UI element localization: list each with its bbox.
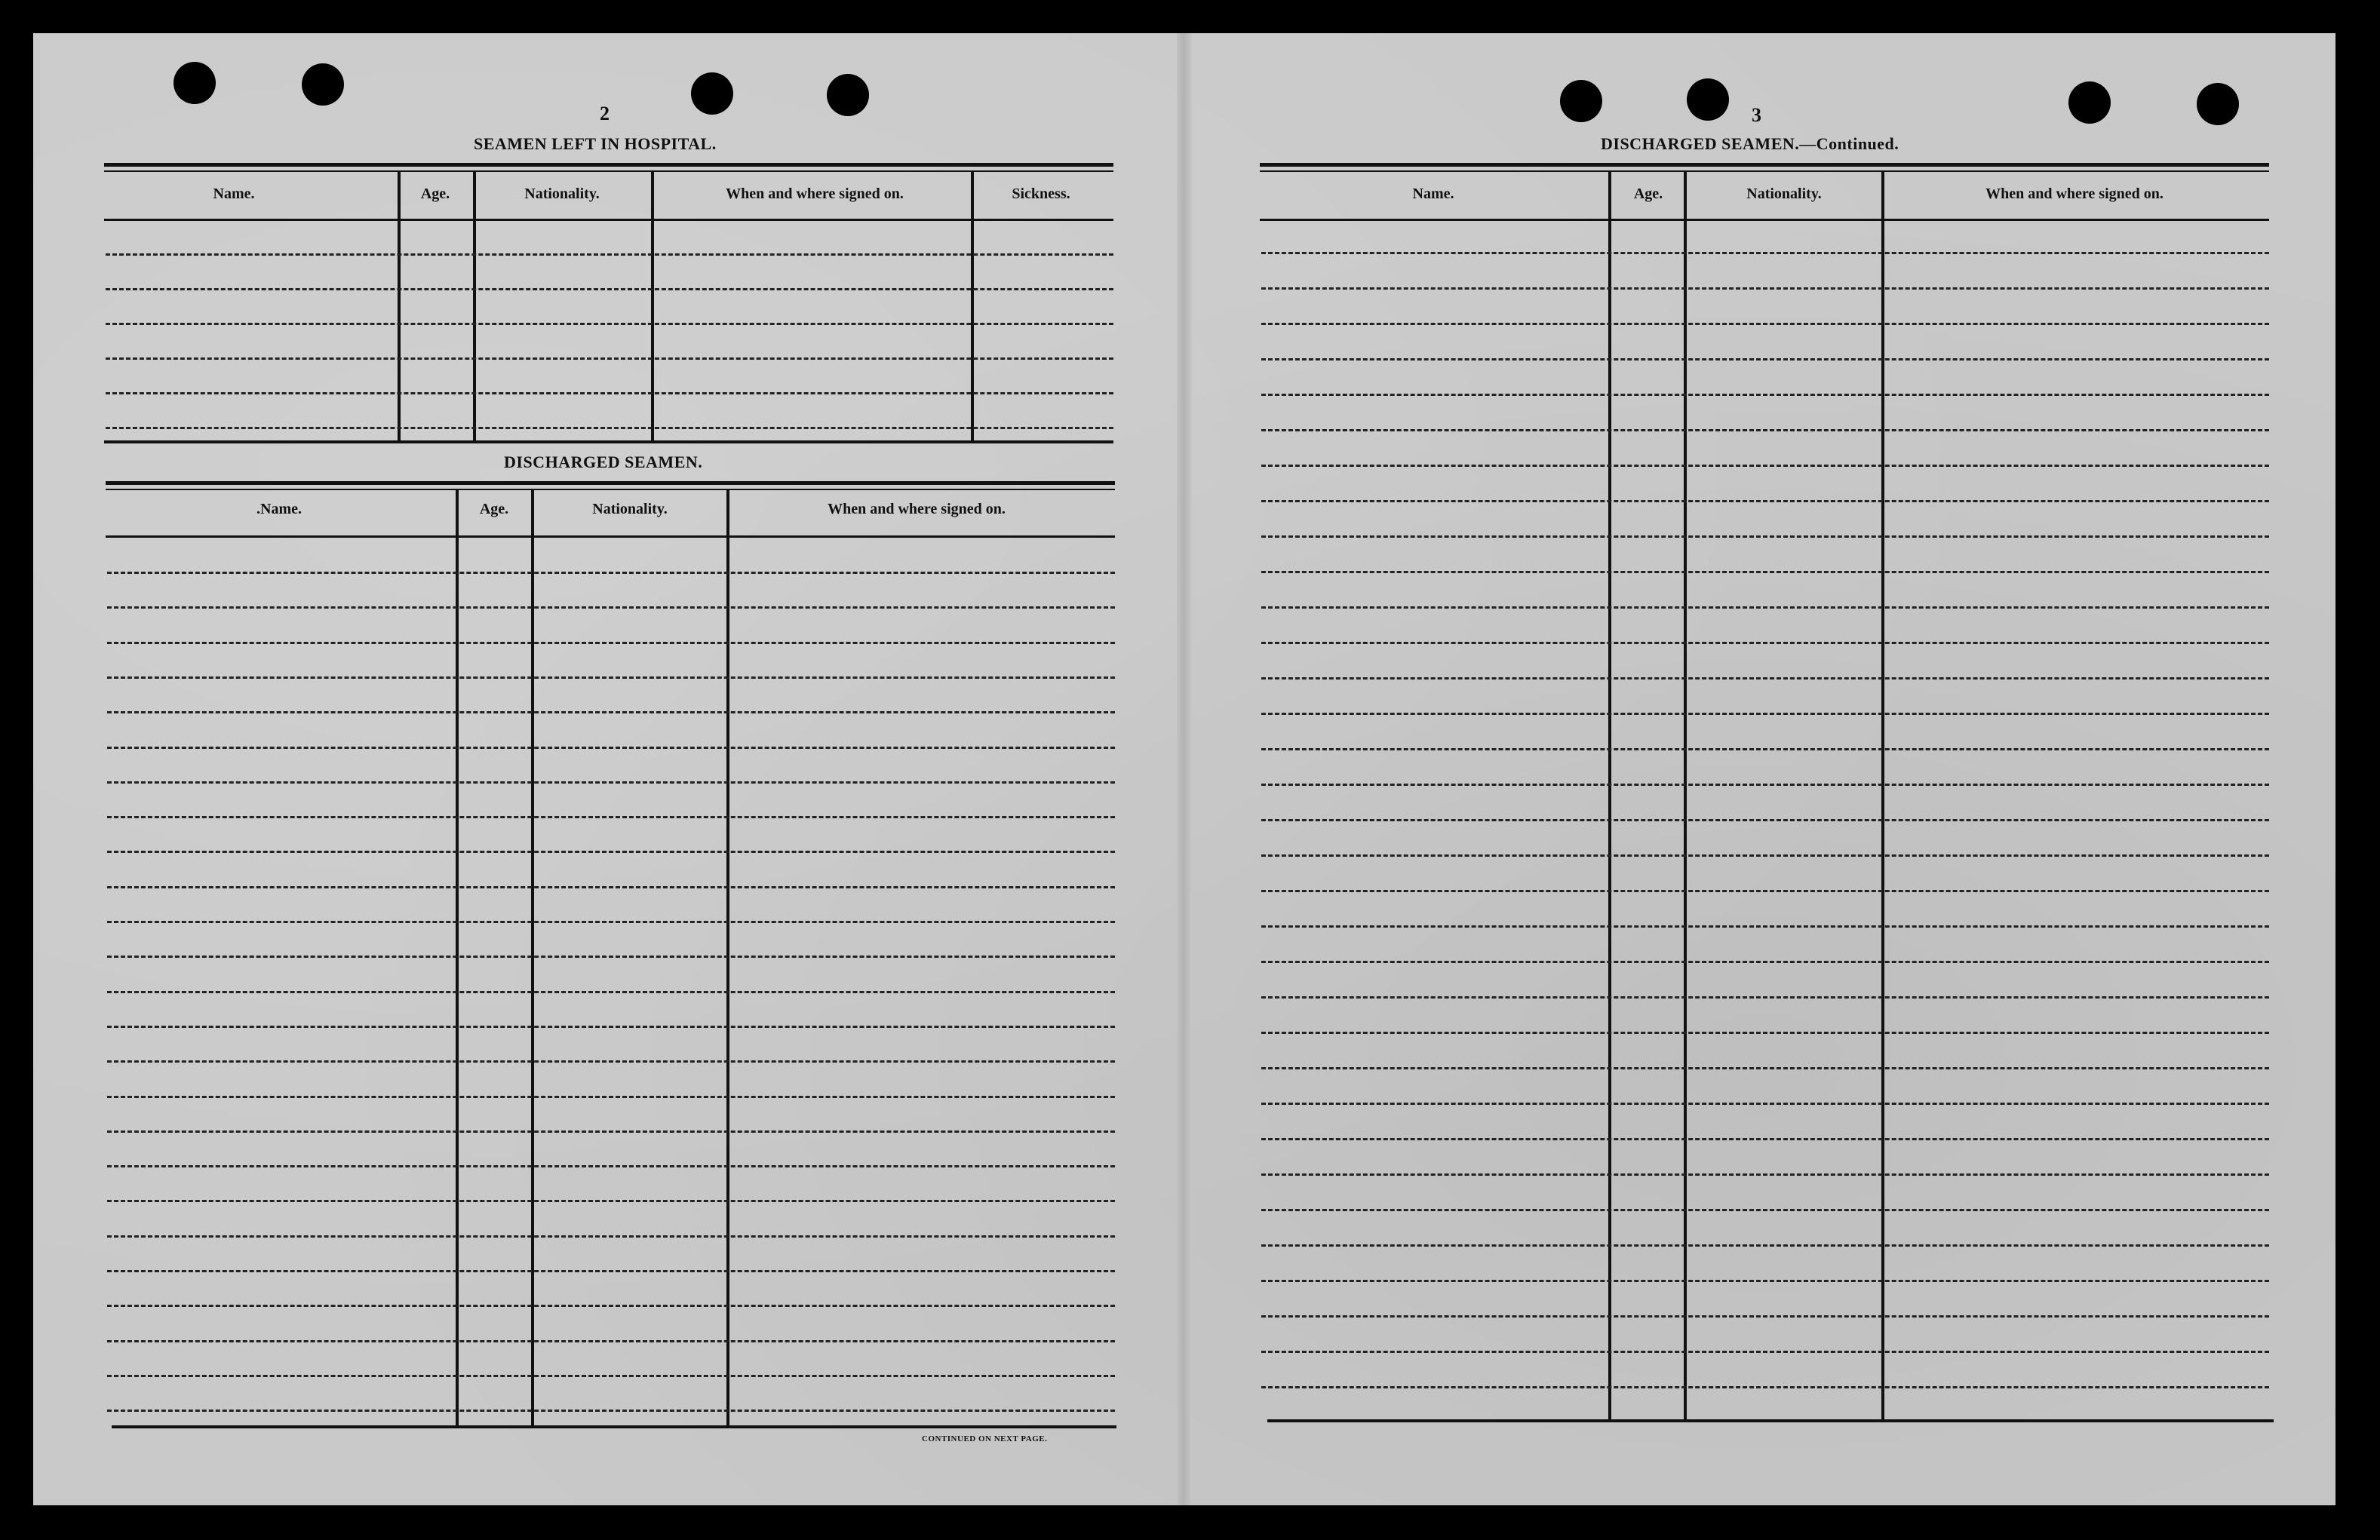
hospital-col-signed-on: When and where signed on. — [726, 186, 904, 202]
right-col-signed-on: When and where signed on. — [1985, 186, 2163, 202]
ruled-line — [107, 991, 1115, 993]
punch-hole — [691, 72, 733, 115]
ruled-line — [1261, 1173, 2269, 1176]
ruled-line — [106, 288, 1113, 290]
left-page-number: 2 — [600, 103, 610, 124]
ruled-line — [107, 1305, 1115, 1307]
ruled-line — [1261, 252, 2269, 254]
ruled-line — [1261, 819, 2269, 821]
ruled-line — [1261, 465, 2269, 467]
ruled-line — [1261, 535, 2269, 538]
right-table-top-rule — [1260, 163, 2269, 167]
ruled-line — [1261, 1032, 2269, 1034]
right-col-name: Name. — [1412, 186, 1454, 202]
hospital-table-top-rule — [104, 163, 1113, 167]
ruled-line — [106, 357, 1113, 360]
ruled-line — [1261, 713, 2269, 715]
hospital-col-nationality: Nationality. — [524, 186, 600, 202]
ruled-line — [1261, 323, 2269, 325]
right-page-number: 3 — [1752, 104, 1761, 126]
right-table-top-rule-2 — [1260, 170, 2269, 172]
ruled-line — [1261, 961, 2269, 963]
hospital-table-bottom-rule — [104, 440, 1113, 443]
hospital-col-divider — [473, 172, 476, 440]
ruled-line — [107, 781, 1115, 784]
ruled-line — [1261, 571, 2269, 573]
ruled-line — [107, 606, 1115, 609]
page-fold — [1177, 33, 1192, 1505]
ruled-line — [1261, 890, 2269, 892]
discharged-section-title-left: DISCHARGED SEAMEN. — [504, 452, 703, 471]
ruled-line — [1261, 394, 2269, 396]
discharged-col-signed-on: When and where signed on. — [828, 501, 1006, 517]
ruled-line — [107, 1026, 1115, 1028]
ruled-line — [106, 392, 1113, 394]
punch-hole — [827, 74, 869, 116]
hospital-table-top-rule-2 — [104, 170, 1113, 172]
ruled-line — [1261, 854, 2269, 857]
ruled-line — [107, 676, 1115, 679]
hospital-col-divider — [651, 172, 654, 440]
ruled-line — [1261, 642, 2269, 644]
discharged-col-name: .Name. — [256, 501, 302, 517]
ruled-line — [1261, 784, 2269, 786]
ruled-line — [106, 253, 1113, 256]
ruled-line — [1261, 287, 2269, 290]
discharged-table-bottom-rule — [112, 1425, 1116, 1428]
punch-hole — [302, 63, 344, 106]
hospital-col-divider — [971, 172, 974, 440]
right-col-age: Age. — [1633, 186, 1663, 202]
ruled-line — [1261, 1209, 2269, 1211]
ruled-line — [1261, 1067, 2269, 1069]
discharged-table-top-rule-2 — [106, 489, 1115, 490]
ruled-line — [1261, 500, 2269, 502]
discharged-col-nationality: Nationality. — [592, 501, 668, 517]
punch-hole — [2197, 83, 2239, 125]
discharged-table-top-rule — [106, 481, 1115, 485]
ruled-line — [107, 1375, 1115, 1377]
right-header-rule — [1260, 219, 2269, 221]
ruled-line — [107, 816, 1115, 818]
hospital-header-rule — [104, 219, 1113, 221]
ruled-line — [106, 427, 1113, 429]
hospital-col-sickness: Sickness. — [1012, 186, 1070, 202]
punch-hole — [1687, 78, 1729, 121]
ruled-line — [107, 1200, 1115, 1202]
ruled-line — [1261, 358, 2269, 360]
hospital-col-age: Age. — [420, 186, 450, 202]
ruled-line — [1261, 429, 2269, 431]
ruled-line — [1261, 925, 2269, 928]
ruled-line — [107, 1410, 1115, 1412]
ruled-line — [1261, 748, 2269, 750]
right-table-bottom-rule — [1267, 1419, 2274, 1422]
ruled-line — [107, 956, 1115, 958]
hospital-col-name: Name. — [213, 186, 255, 202]
discharged-continued-title: DISCHARGED SEAMEN.—Continued. — [1601, 134, 1899, 153]
ruled-line — [107, 851, 1115, 853]
ruled-line — [107, 1235, 1115, 1238]
discharged-header-rule — [106, 535, 1115, 538]
ruled-line — [107, 1096, 1115, 1098]
hospital-section-title: SEAMEN LEFT IN HOSPITAL. — [474, 134, 717, 153]
ruled-line — [1261, 1103, 2269, 1105]
ruled-line — [107, 711, 1115, 713]
ruled-line — [106, 323, 1113, 325]
ruled-line — [1261, 1351, 2269, 1353]
ruled-line — [1261, 1315, 2269, 1318]
hospital-col-divider — [398, 172, 401, 440]
discharged-col-age: Age. — [479, 501, 509, 517]
punch-hole — [174, 62, 216, 104]
ruled-line — [107, 1165, 1115, 1167]
ruled-line — [1261, 1386, 2269, 1388]
ruled-line — [107, 1060, 1115, 1063]
ruled-line — [107, 747, 1115, 749]
ruled-line — [107, 886, 1115, 888]
punch-hole — [2068, 81, 2111, 124]
ruled-line — [107, 1270, 1115, 1272]
ruled-line — [107, 1340, 1115, 1342]
ruled-line — [107, 572, 1115, 574]
ruled-line — [107, 921, 1115, 923]
ruled-line — [1261, 1138, 2269, 1140]
ruled-line — [107, 642, 1115, 644]
ruled-line — [1261, 606, 2269, 609]
ruled-line — [107, 1130, 1115, 1133]
right-col-nationality: Nationality. — [1746, 186, 1822, 202]
punch-hole — [1560, 80, 1602, 122]
ruled-line — [1261, 1244, 2269, 1247]
ruled-line — [1261, 996, 2269, 999]
ruled-line — [1261, 677, 2269, 680]
ruled-line — [1261, 1280, 2269, 1282]
continued-footer: CONTINUED ON NEXT PAGE. — [922, 1434, 1048, 1443]
